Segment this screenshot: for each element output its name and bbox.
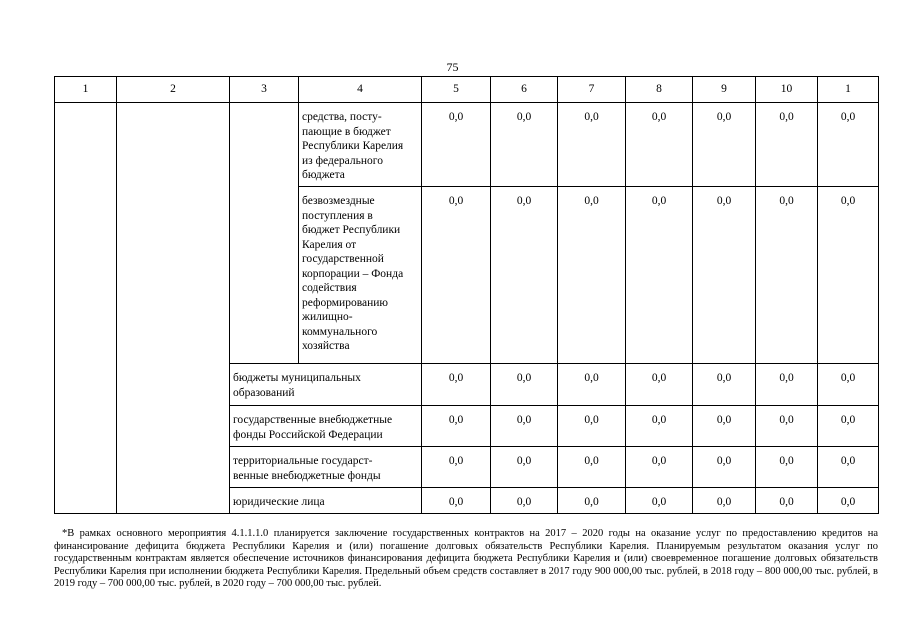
merged-empty-cell: [117, 103, 230, 514]
value-cell: 0,0: [756, 103, 818, 187]
value-cell: 0,0: [558, 447, 626, 488]
row-label: государственные внебюджетные фонды Российской Федерации: [230, 406, 422, 447]
value-cell: 0,0: [558, 488, 626, 514]
footnote: *В рамках основного мероприятия 4.1.1.1.0 планируется заключение государственных контрактов на 2017 – 2020 годы на оказание услуг по предоставлению кредитов на финансирование дефицита бюджета Республики Карелия и (или) погашение долговых обязательств Республики Карелия. Планируемым результатом оказания услуг по государственным контрактам является обеспечение источников финансирования дефицита бюджета Республики Карелия и (или) своевременное погашение долговых обязательств Республики Карелия при исполнении бюджета Республики Карелия. Предельный объем средств составляет в 2017 году 900 000,00 тыс. рублей, в 2018 году – 800 000,00 тыс. рублей, в 2019 году – 700 000,00 тыс. рублей, в 2020 году – 700 000,00 тыс. рублей.: [54, 528, 878, 589]
column-header: 4: [299, 77, 422, 103]
value-cell: 0,0: [491, 488, 558, 514]
value-cell: 0,0: [422, 447, 491, 488]
column-header: 3: [230, 77, 299, 103]
column-header: 5: [422, 77, 491, 103]
value-cell: 0,0: [491, 103, 558, 187]
column-header: 1: [55, 77, 117, 103]
column-header: 10: [756, 77, 818, 103]
value-cell: 0,0: [626, 187, 693, 364]
value-cell: 0,0: [491, 187, 558, 364]
merged-empty-cell: [55, 103, 117, 514]
column-header: 7: [558, 77, 626, 103]
value-cell: 0,0: [422, 187, 491, 364]
value-cell: 0,0: [558, 364, 626, 406]
value-cell: 0,0: [693, 488, 756, 514]
value-cell: 0,0: [558, 406, 626, 447]
value-cell: 0,0: [626, 103, 693, 187]
value-cell: 0,0: [626, 364, 693, 406]
column-header: 8: [626, 77, 693, 103]
value-cell: 0,0: [818, 406, 879, 447]
column-header: 2: [117, 77, 230, 103]
value-cell: 0,0: [818, 447, 879, 488]
value-cell: 0,0: [693, 187, 756, 364]
value-cell: 0,0: [818, 187, 879, 364]
column-header: 1: [818, 77, 879, 103]
value-cell: 0,0: [626, 406, 693, 447]
value-cell: 0,0: [756, 406, 818, 447]
value-cell: 0,0: [558, 187, 626, 364]
row-label: бюджеты муниципальных образований: [230, 364, 422, 406]
row-label: юридические лица: [230, 488, 422, 514]
value-cell: 0,0: [422, 406, 491, 447]
value-cell: 0,0: [756, 187, 818, 364]
merged-empty-cell: [230, 103, 299, 364]
value-cell: 0,0: [693, 406, 756, 447]
value-cell: 0,0: [491, 364, 558, 406]
value-cell: 0,0: [756, 364, 818, 406]
value-cell: 0,0: [491, 406, 558, 447]
row-label: безвозмездные поступления в бюджет Республики Карелия от государственной корпорации – Фонда содействия реформированию жилищно- коммунального хозяйства: [299, 187, 422, 364]
value-cell: 0,0: [693, 103, 756, 187]
value-cell: 0,0: [818, 364, 879, 406]
column-header: 9: [693, 77, 756, 103]
value-cell: 0,0: [626, 447, 693, 488]
value-cell: 0,0: [491, 447, 558, 488]
value-cell: 0,0: [756, 488, 818, 514]
budget-table: [54, 76, 879, 514]
column-header: 6: [491, 77, 558, 103]
value-cell: 0,0: [818, 103, 879, 187]
row-label: средства, посту- пающие в бюджет Республики Карелия из федерального бюджета: [299, 103, 422, 187]
table-row: [55, 103, 879, 187]
value-cell: 0,0: [422, 488, 491, 514]
page-number: 75: [446, 60, 459, 74]
value-cell: 0,0: [693, 447, 756, 488]
value-cell: 0,0: [422, 103, 491, 187]
value-cell: 0,0: [422, 364, 491, 406]
value-cell: 0,0: [558, 103, 626, 187]
value-cell: 0,0: [693, 364, 756, 406]
header-row: [55, 77, 879, 103]
row-label: территориальные государст- венные внебюджетные фонды: [230, 447, 422, 488]
value-cell: 0,0: [818, 488, 879, 514]
value-cell: 0,0: [626, 488, 693, 514]
value-cell: 0,0: [756, 447, 818, 488]
